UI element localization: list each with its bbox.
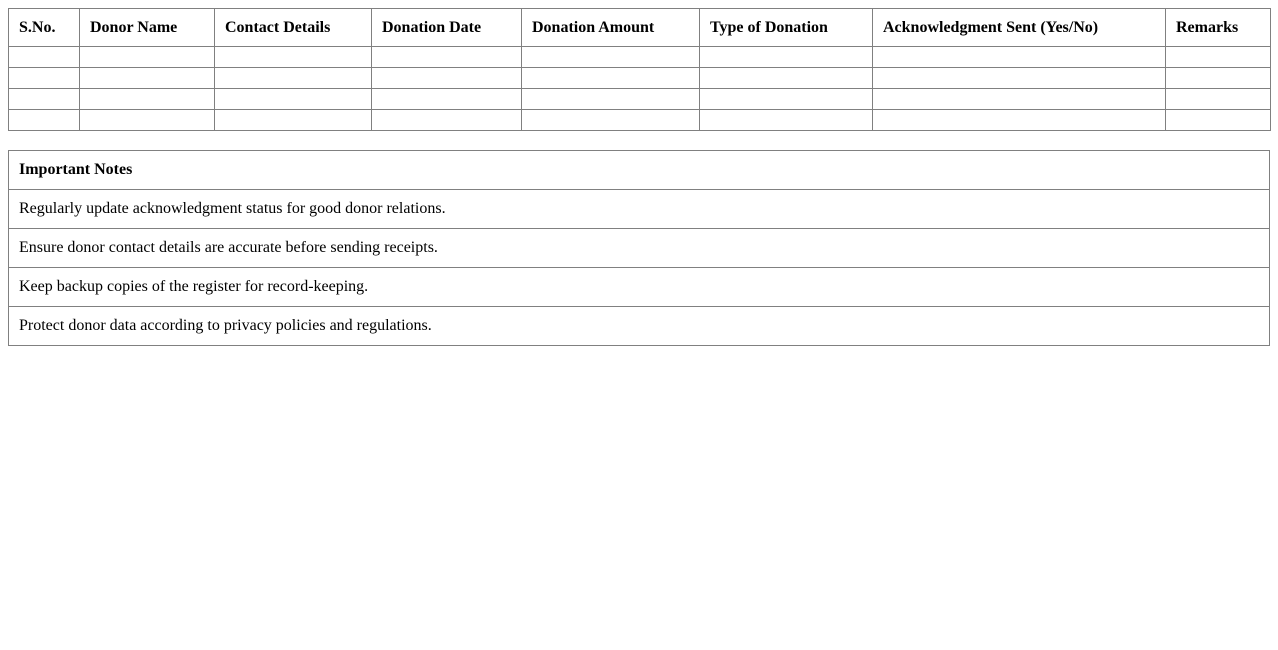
- header-donation-date: Donation Date: [372, 9, 522, 47]
- header-donor-name: Donor Name: [80, 9, 215, 47]
- header-remarks: Remarks: [1166, 9, 1271, 47]
- table-cell: [1166, 89, 1271, 110]
- note-row: [9, 229, 1270, 268]
- table-cell: [1166, 68, 1271, 89]
- table-cell: [215, 89, 372, 110]
- table-cell: [1166, 110, 1271, 131]
- table-cell: [80, 68, 215, 89]
- table-cell: [522, 68, 700, 89]
- table-cell: [372, 68, 522, 89]
- table-cell: [9, 47, 80, 68]
- table-row: [9, 110, 1271, 131]
- table-cell: [522, 89, 700, 110]
- table-cell: [215, 110, 372, 131]
- table-cell: [9, 110, 80, 131]
- table-cell: [215, 47, 372, 68]
- table-cell: [9, 68, 80, 89]
- table-cell: [522, 110, 700, 131]
- note-row: [9, 307, 1270, 346]
- table-cell: [1166, 47, 1271, 68]
- table-cell: [700, 110, 873, 131]
- table-cell: [873, 89, 1166, 110]
- table-cell: [873, 47, 1166, 68]
- note-item: Regularly update acknowledgment status for good donor relations.: [9, 190, 1270, 229]
- note-item: Ensure donor contact details are accurate before sending receipts.: [9, 229, 1270, 268]
- header-contact-details: Contact Details: [215, 9, 372, 47]
- table-cell: [80, 47, 215, 68]
- header-type-of-donation: Type of Donation: [700, 9, 873, 47]
- table-cell: [9, 89, 80, 110]
- header-acknowledgment-sent: Acknowledgment Sent (Yes/No): [873, 9, 1166, 47]
- notes-title: Important Notes: [9, 151, 1270, 190]
- note-row: [9, 190, 1270, 229]
- table-cell: [700, 89, 873, 110]
- important-notes-table: [8, 150, 1270, 346]
- header-donation-amount: Donation Amount: [522, 9, 700, 47]
- table-cell: [215, 68, 372, 89]
- table-body: [9, 47, 1271, 131]
- table-cell: [873, 68, 1166, 89]
- table-cell: [80, 89, 215, 110]
- table-cell: [700, 47, 873, 68]
- note-row: [9, 268, 1270, 307]
- header-sno: S.No.: [9, 9, 80, 47]
- table-cell: [372, 89, 522, 110]
- table-cell: [372, 47, 522, 68]
- notes-title-row: [9, 151, 1270, 190]
- table-cell: [873, 110, 1166, 131]
- note-item: Keep backup copies of the register for record-keeping.: [9, 268, 1270, 307]
- table-cell: [372, 110, 522, 131]
- donation-register-table: [8, 8, 1271, 131]
- table-header-row: [9, 9, 1271, 47]
- table-cell: [700, 68, 873, 89]
- table-cell: [80, 110, 215, 131]
- table-row: [9, 89, 1271, 110]
- note-item: Protect donor data according to privacy policies and regulations.: [9, 307, 1270, 346]
- table-row: [9, 47, 1271, 68]
- table-row: [9, 68, 1271, 89]
- table-cell: [522, 47, 700, 68]
